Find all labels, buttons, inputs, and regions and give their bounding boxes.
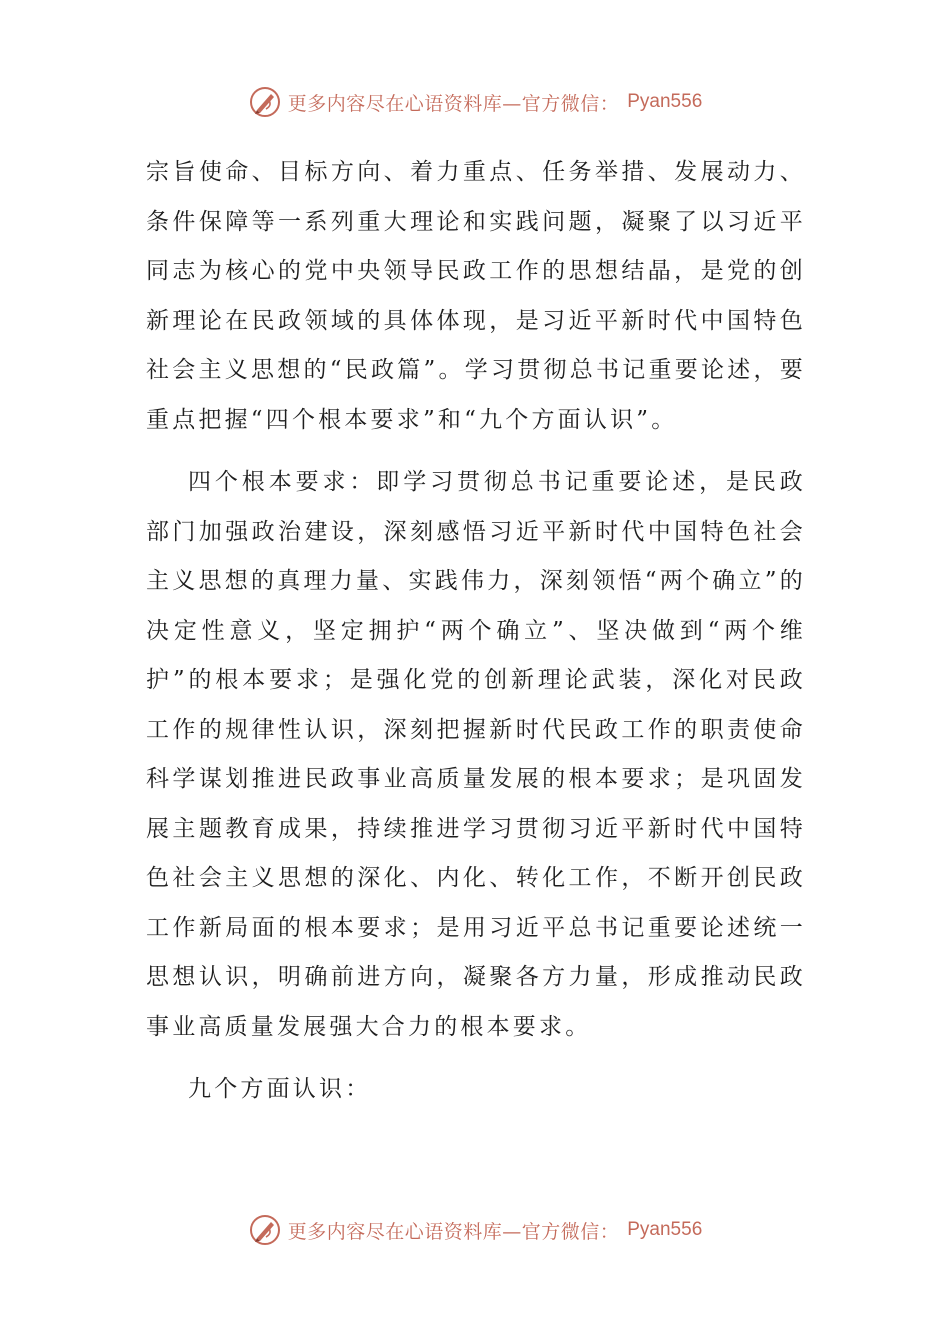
footer-banner (0, 1210, 950, 1250)
banner-wechat-handle: Pyan556 (627, 1219, 703, 1240)
pen-logo-icon (248, 1213, 282, 1247)
paragraph-2: 四个根本要求：即学习贯彻总书记重要论述，是民政部门加强政治建设，深刻感悟习近平新时代中国特色社会主义思想的真理力量、实践伟力，深刻领悟“两个确立”的决定性意义，坚定拥护“两个确立”、坚决做到“两个维护”的根本要求；是强化党的创新理论武装，深化对民政工作的规律性认识，深刻把握新时代民政工作的职责使命科学谋划推进民政事业高质量发展的根本要求；是巩固发展主题教育成果，持续推进学习贯彻习近平新时代中国特色社会主义思想的深化、内化、转化工作，不断开创民政工作新局面的根本要求；是用习近平总书记重要论述统一思想认识，明确前进方向，凝聚各方力量，形成推动民政事业高质量发展强大合力的根本要求。 (146, 469, 806, 1040)
paragraph-1: 宗旨使命、目标方向、着力重点、任务举措、发展动力、条件保障等一系列重大理论和实践问题，凝聚了以习近平同志为核心的党中央领导民政工作的思想结晶，是党的创新理论在民政领域的具体体现，是习近平新时代中国特色社会主义思想的“民政篇”。学习贯彻总书记重要论述，要重点把握“四个根本要求”和“九个方面认识”。 (146, 159, 806, 433)
pen-logo-icon (248, 85, 282, 119)
banner-text: 更多内容尽在心语资料库—官方微信： (287, 92, 620, 115)
header-banner (0, 82, 950, 122)
paragraph-3: 九个方面认识： (188, 1076, 372, 1102)
banner-text: 更多内容尽在心语资料库—官方微信： (287, 1220, 620, 1243)
banner-wechat-handle: Pyan556 (627, 91, 703, 112)
document-body (146, 148, 806, 1115)
